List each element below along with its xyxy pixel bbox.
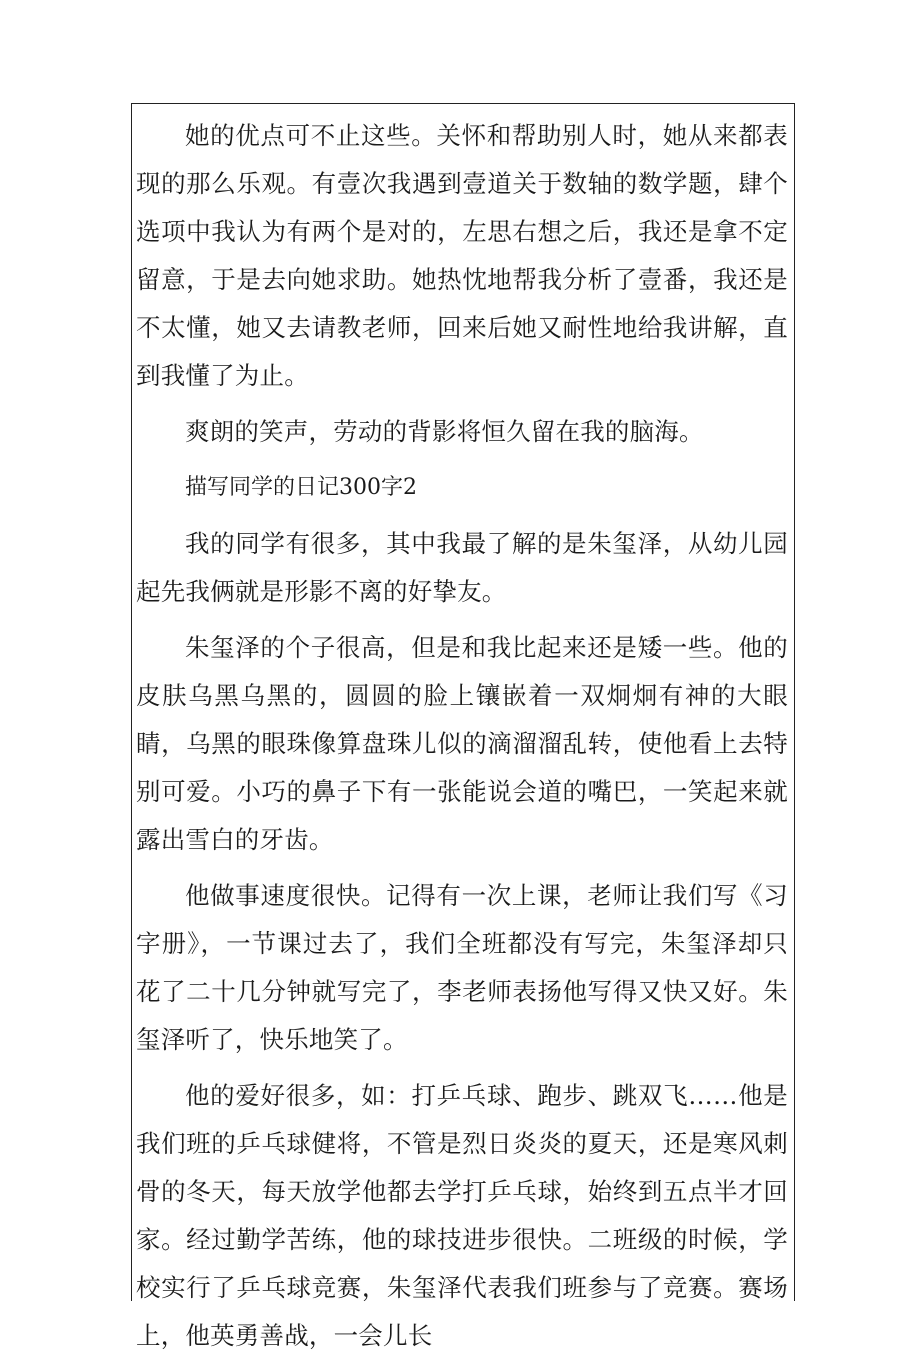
paragraph-intro: 我的同学有很多，其中我最了解的是朱玺泽，从幼儿园起先我俩就是形影不离的好挚友。 bbox=[136, 529, 788, 606]
paragraph-speed: 他做事速度很快。记得有一次上课，老师让我们写《习字册》，一节课过去了，我们全班都没有写完，朱玺泽却只花了二十几分钟就写完了，李老师表扬他写得又快又好。朱玺泽听了，快乐地笑了。 bbox=[136, 881, 788, 1054]
paragraph-virtues: 她的优点可不止这些。关怀和帮助别人时，她从来都表现的那么乐观。有壹次我遇到壹道关于数轴的数学题，肆个选项中我认为有两个是对的，左思右想之后，我还是拿不定留意，于是去向她求助。她热忱地帮我分析了壹番，我还是不太懂，她又去请教老师，回来后她又耐性地给我讲解，直到我懂了为止。 bbox=[136, 121, 788, 390]
section-heading: 描写同学的日记300字2 bbox=[185, 475, 417, 500]
paragraph-memory: 爽朗的笑声，劳动的背影将恒久留在我的脑海。 bbox=[185, 417, 704, 446]
document-body bbox=[136, 112, 788, 1360]
paragraph-hobbies: 他的爱好很多，如：打乒乓球、跑步、跳双飞……他是我们班的乒乓球健将，不管是烈日炎炎的夏天，还是寒风刺骨的冬天，每天放学他都去学打乒乓球，始终到五点半才回家。经过勤学苦练，他的球技进步很快。二班级的时候，学校实行了乒乓球竞赛，朱玺泽代表我们班参与了竞赛。赛场上，他英勇善战，一会儿长 bbox=[136, 1081, 788, 1350]
paragraph-appearance: 朱玺泽的个子很高，但是和我比起来还是矮一些。他的皮肤乌黑乌黑的，圆圆的脸上镶嵌着一双炯炯有神的大眼睛，乌黑的眼珠像算盘珠儿似的滴溜溜乱转，使他看上去特别可爱。小巧的鼻子下有一张能说会道的嘴巴，一笑起来就露出雪白的牙齿。 bbox=[136, 633, 788, 854]
